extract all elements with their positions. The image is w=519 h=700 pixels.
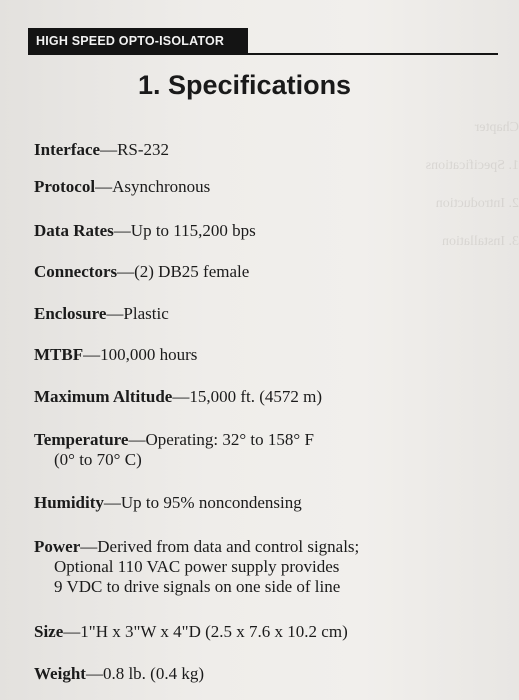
spec-value: Up to 95% noncondensing xyxy=(120,493,302,512)
spec-label: Interface xyxy=(34,140,101,159)
spec-separator: — xyxy=(106,304,124,323)
spec-label: Temperature xyxy=(34,430,129,449)
spec-separator: — xyxy=(103,493,121,512)
spec-label: Weight xyxy=(34,664,86,683)
spec-separator: — xyxy=(95,177,113,196)
section-header-label: HIGH SPEED OPTO-ISOLATOR xyxy=(36,34,225,48)
spec-continuation: (0° to 70° C) xyxy=(54,450,142,469)
spec-label: MTBF xyxy=(34,345,84,364)
spec-value: 15,000 ft. (4572 m) xyxy=(189,387,323,406)
spec-label: Humidity xyxy=(34,493,104,512)
spec-separator: — xyxy=(117,262,135,281)
ghost-line: 1. Specifications xyxy=(425,158,519,173)
spec-power xyxy=(34,537,359,597)
section-header-bar xyxy=(28,28,248,55)
ghost-line: 3. Installation xyxy=(442,234,519,249)
spec-label: Connectors xyxy=(34,262,118,281)
spec-value: Operating: 32° to 158° F xyxy=(145,430,314,449)
spec-connectors xyxy=(34,262,249,282)
spec-value: Plastic xyxy=(123,304,169,323)
spec-separator: — xyxy=(172,387,190,406)
spec-interface xyxy=(34,140,169,160)
spec-separator: — xyxy=(80,537,98,556)
spec-separator: — xyxy=(63,622,81,641)
spec-maximum-altitude xyxy=(34,387,322,407)
spec-humidity xyxy=(34,493,302,513)
spec-label: Power xyxy=(34,537,81,556)
spec-mtbf xyxy=(34,345,197,365)
spec-label: Enclosure xyxy=(34,304,107,323)
spec-value: 0.8 lb. (0.4 kg) xyxy=(102,664,204,683)
spec-weight xyxy=(34,664,204,684)
spec-data-rates xyxy=(34,221,256,241)
spec-protocol xyxy=(34,177,210,197)
spec-separator: — xyxy=(113,221,131,240)
bleed-through-text xyxy=(300,120,519,272)
spec-enclosure xyxy=(34,304,169,324)
spec-value: RS-232 xyxy=(117,140,170,159)
spec-label: Data Rates xyxy=(34,221,114,240)
spec-value: Derived from data and control signals; xyxy=(97,537,360,556)
spec-size xyxy=(34,622,348,642)
spec-temperature xyxy=(34,430,314,470)
spec-value: Up to 115,200 bps xyxy=(130,221,256,240)
spec-continuation: 9 VDC to drive signals on one side of line xyxy=(54,577,341,596)
ghost-line: Chapter xyxy=(474,120,519,135)
spec-separator: — xyxy=(83,345,101,364)
page-title: 1. Specifications xyxy=(138,70,352,100)
spec-label: Size xyxy=(34,622,64,641)
spec-value: 100,000 hours xyxy=(100,345,198,364)
spec-value: (2) DB25 female xyxy=(134,262,250,281)
spec-label: Protocol xyxy=(34,177,96,196)
header-rule xyxy=(248,53,498,55)
spec-label: Maximum Altitude xyxy=(34,387,173,406)
spec-value: 1"H x 3"W x 4"D (2.5 x 7.6 x 10.2 cm) xyxy=(80,622,348,641)
spec-value: Asynchronous xyxy=(112,177,211,196)
spec-continuation: Optional 110 VAC power supply provides xyxy=(54,557,340,576)
spec-separator: — xyxy=(85,664,103,683)
spec-separator: — xyxy=(100,140,118,159)
ghost-line: 2. Introduction xyxy=(435,196,519,211)
spec-separator: — xyxy=(128,430,146,449)
